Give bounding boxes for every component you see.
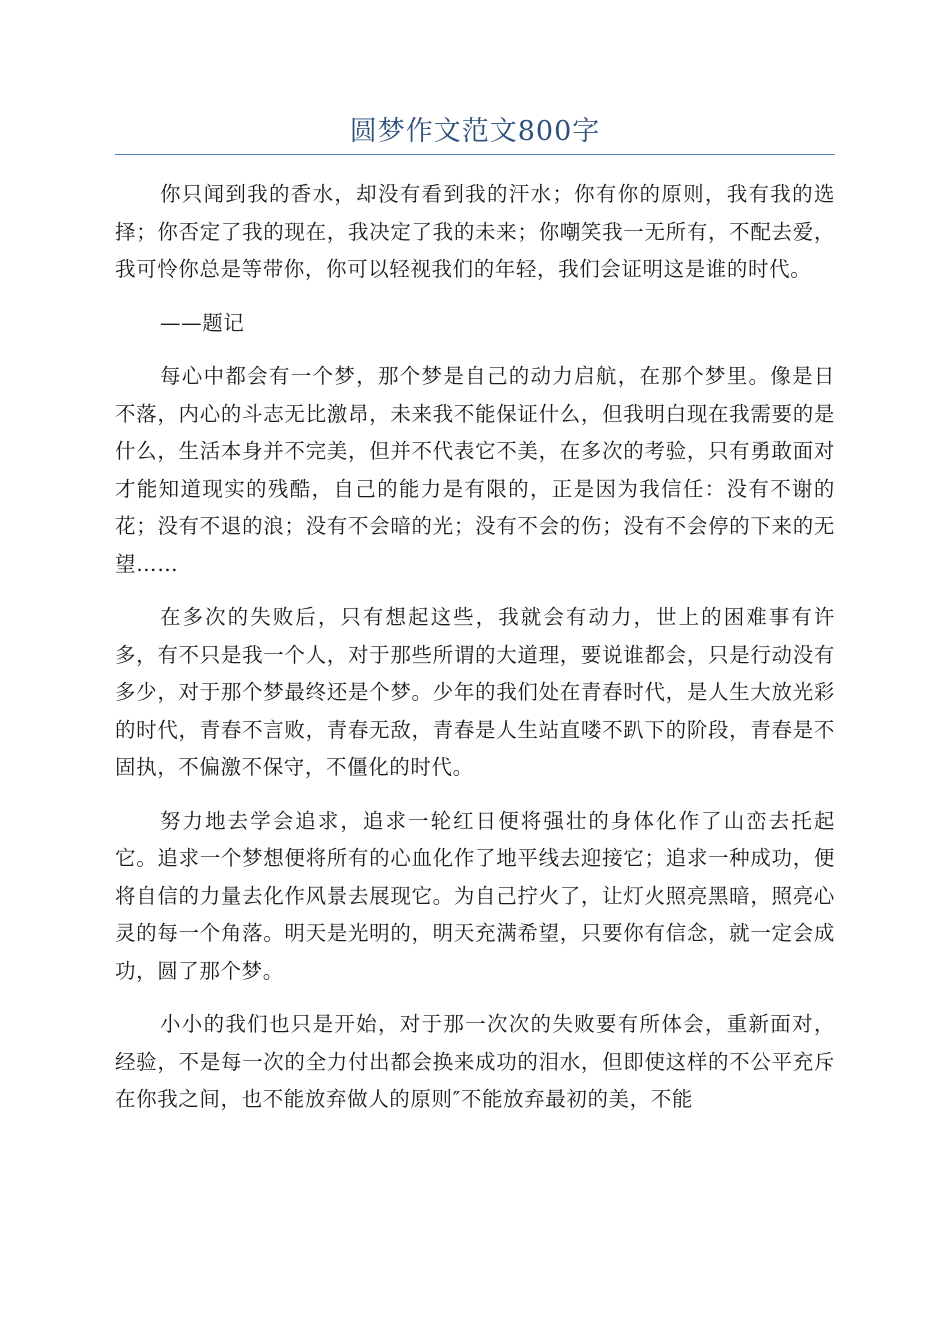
paragraph-intro: 你只闻到我的香水，却没有看到我的汗水；你有你的原则，我有我的选择；你否定了我的现在，我决定了我的未来；你嘲笑我一无所有，不配去爱，我可怜你总是等带你，你可以轻视我们的年轻，我们会证明这是谁的时代。 [115,182,835,281]
paragraph-body-3: 努力地去学会追求，追求一轮红日便将强壮的身体化作了山峦去托起它。追求一个梦想便将所有的心血化作了地平线去迎接它；追求一种成功，便将自信的力量去化作风景去展现它。为自己拧火了，让灯火照亮黑暗，照亮心灵的每一个角落。明天是光明的，明天充满希望，只要你有信念，就一定会成功，圆了那个梦。 [115,808,835,983]
paragraph-body-2: 在多次的失败后，只有想起这些，我就会有动力，世上的困难事有许多，有不只是我一个人，对于那些所谓的大道理，要说谁都会，只是行动没有多少，对于那个梦最终还是个梦。少年的我们处在青春时代，是人生大放光彩的时代，青春不言败，青春无敌，青春是人生站直喽不趴下的阶段，青春是不固执，不偏激不保守，不僵化的时代。 [115,605,835,779]
document-body [115,176,835,1135]
paragraph-epigraph-attribution: ——题记 [160,310,245,335]
document-title: 圆梦作文范文800字 [349,116,601,147]
title-underline [115,154,835,155]
paragraph-body-1: 每心中都会有一个梦，那个梦是自己的动力启航，在那个梦里。像是日不落，内心的斗志无比激昂，未来我不能保证什么，但我明白现在我需要的是什么，生活本身并不完美，但并不代表它不美，在多次的考验，只有勇敢面对才能知道现实的残酷，自己的能力是有限的，正是因为我信任：没有不谢的花；没有不退的浪；没有不会暗的光；没有不会的伤；没有不会停的下来的无望…… [115,364,835,576]
paragraph-body-4: 小小的我们也只是开始，对于那一次次的失败要有所体会，重新面对，经验，不是每一次的全力付出都会换来成功的泪水，但即使这样的不公平充斥在你我之间，也不能放弃做人的原则″不能放弃最初的美，不能 [115,1012,835,1111]
